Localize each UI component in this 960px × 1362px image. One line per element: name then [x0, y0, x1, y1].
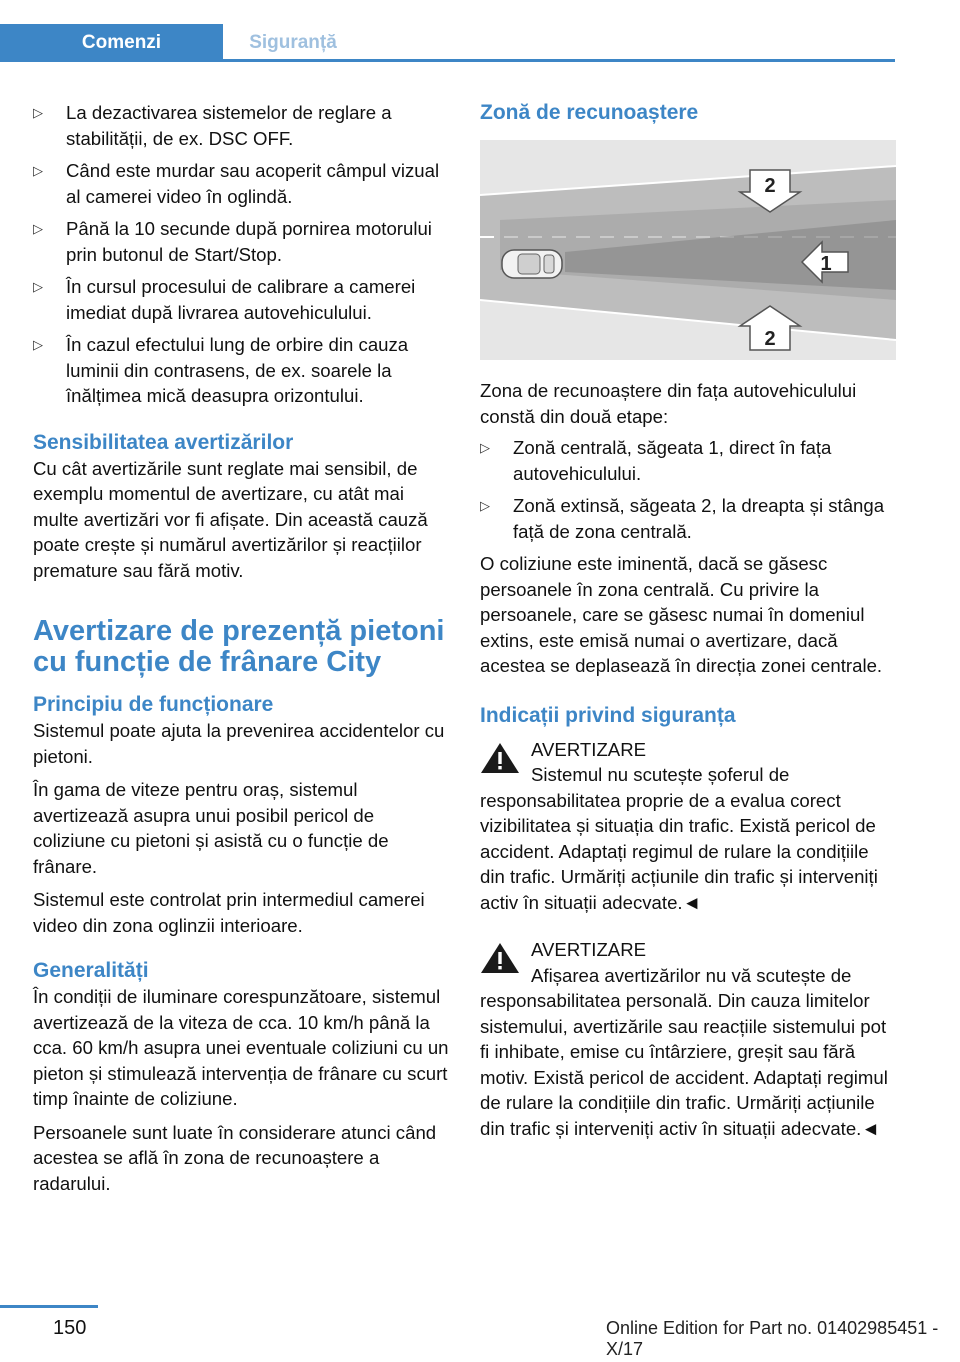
- list-item: ▷ La dezactivarea sistemelor de reglare a stabilității, de ex. DSC OFF.: [33, 102, 392, 149]
- section-title-sensitivity: Sensibilitatea avertizărilor: [33, 430, 294, 454]
- warning-label: AVERTIZARE: [531, 939, 647, 960]
- tab-comenzi[interactable]: Comenzi: [0, 24, 223, 59]
- svg-text:2: 2: [764, 328, 776, 350]
- list-item: ▷ Până la 10 secunde după pornirea motorului prin butonul de Start/Stop.: [33, 218, 432, 265]
- warning-text: Afișarea avertizărilor nu vă scutește de responsabilitatea personală. Din cauza limitelor sistemului, avertizările sau reacțiile sistemului pot fi inhibate, emise cu întârziere, greșit sau fără motiv. Există pericol de accident. Adaptați regimul de rulare la condițiile din trafic. Urmăriți acțiunile din trafic și interveniți activ în situații adecvate.◄: [480, 964, 888, 1139]
- section-title-general: Generalități: [33, 959, 149, 982]
- warning-block: [480, 737, 896, 916]
- chapter-title: Avertizare de prezență pietoni cu funcție de frânare City: [33, 615, 445, 678]
- header-divider: [0, 59, 895, 62]
- warning-label: AVERTIZARE: [531, 738, 647, 760]
- paragraph: Sistemul este controlat prin intermediul camerei video din zona oglinzii interioare.: [33, 889, 425, 936]
- warning-block: [480, 937, 896, 1141]
- list-item: ▷ În cursul procesului de calibrare a camerei imediat după livrarea autovehiculului.: [33, 276, 416, 323]
- paragraph: O coliziune este iminentă, dacă se găsesc persoanele în zona centrală. Cu privire la persoanele, care se găsesc numai în domeniul extins, este emisă numai o avertizare, dacă acestea se deplasează în direcția zonei centrale.: [480, 553, 883, 676]
- list-item: ▷ Zonă centrală, săgeata 1, direct în fața autovehiculului.: [480, 437, 832, 484]
- section-title-principle: Principiu de funcționare: [33, 693, 274, 716]
- detection-zone-figure: [480, 140, 896, 360]
- paragraph: Persoanele sunt luate în considerare atunci când acestea se află în zona de recunoaștere a radarului.: [33, 1121, 437, 1194]
- detection-zone-diagram: [480, 140, 896, 360]
- warning-triangle-icon: [480, 741, 520, 775]
- list-item: ▷ Zonă extinsă, săgeata 2, la dreapta și stânga față de zona centrală.: [480, 495, 885, 542]
- list-item: ▷ Când este murdar sau acoperit câmpul vizual al camerei video în oglindă.: [33, 160, 440, 207]
- tab-siguranta[interactable]: Siguranță: [249, 32, 337, 53]
- triangle-bullet-icon: ▷: [480, 440, 490, 455]
- paragraph: Cu cât avertizările sunt reglate mai sensibil, de exemplu momentul de avertizare, cu atât mai multe avertizări vor fi afișate. Din această cauză poate crește și numărul avertizărilor și reacțiilor premature sau fără motiv.: [33, 457, 428, 581]
- car-icon: [502, 250, 562, 278]
- header-bar: [0, 24, 895, 62]
- svg-text:1: 1: [820, 253, 832, 275]
- section-title-safety: Indicații privind siguranța: [480, 703, 736, 727]
- svg-text:2: 2: [764, 175, 776, 197]
- footer-divider: [0, 1305, 98, 1308]
- triangle-bullet-icon: ▷: [33, 105, 43, 120]
- left-column: [33, 100, 451, 1196]
- triangle-bullet-icon: ▷: [33, 163, 43, 178]
- triangle-bullet-icon: ▷: [480, 498, 490, 513]
- triangle-bullet-icon: ▷: [33, 221, 43, 236]
- warning-triangle-icon: [480, 941, 520, 975]
- section-title-zone: Zonă de recunoaștere: [480, 101, 699, 124]
- paragraph: Sistemul poate ajuta la prevenirea accidentelor cu pietoni.: [33, 720, 445, 767]
- warning-text: Sistemul nu scutește șoferul de responsabilitatea proprie de a evalua corect vizibilitatea și situația din trafic. Există pericol de accident. Adaptați regimul de rulare la condițiile din trafic. Urmăriți acțiunile din trafic și interveniți activ în situații adecvate.◄: [480, 764, 878, 913]
- paragraph: În gama de viteze pentru oraș, sistemul avertizează asupra unui posibil pericol de coliziune cu pietoni și asistă cu o funcție de frânare.: [33, 779, 389, 877]
- triangle-bullet-icon: ▷: [33, 337, 43, 352]
- page-number: 150: [53, 1317, 87, 1339]
- right-column: [480, 100, 896, 1141]
- list-item: ▷ În cazul efectului lung de orbire din cauza luminii din contrasens, de ex. soarele la înălțimea mică deasupra orizontului.: [33, 334, 409, 406]
- triangle-bullet-icon: ▷: [33, 279, 43, 294]
- paragraph: Zona de recunoaștere din fața autovehiculului constă din două etape:: [480, 380, 857, 427]
- paragraph: În condiții de iluminare corespunzătoare, sistemul avertizează de la viteza de cca. 10 km/h până la cca. 60 km/h asupra unei eventuale coliziuni cu un pieton și stimulează intervenția de frânare cu scurt timp înainte de coliziune.: [33, 986, 449, 1109]
- edition-note: Online Edition for Part no. 01402985451 - X/17: [606, 1318, 939, 1359]
